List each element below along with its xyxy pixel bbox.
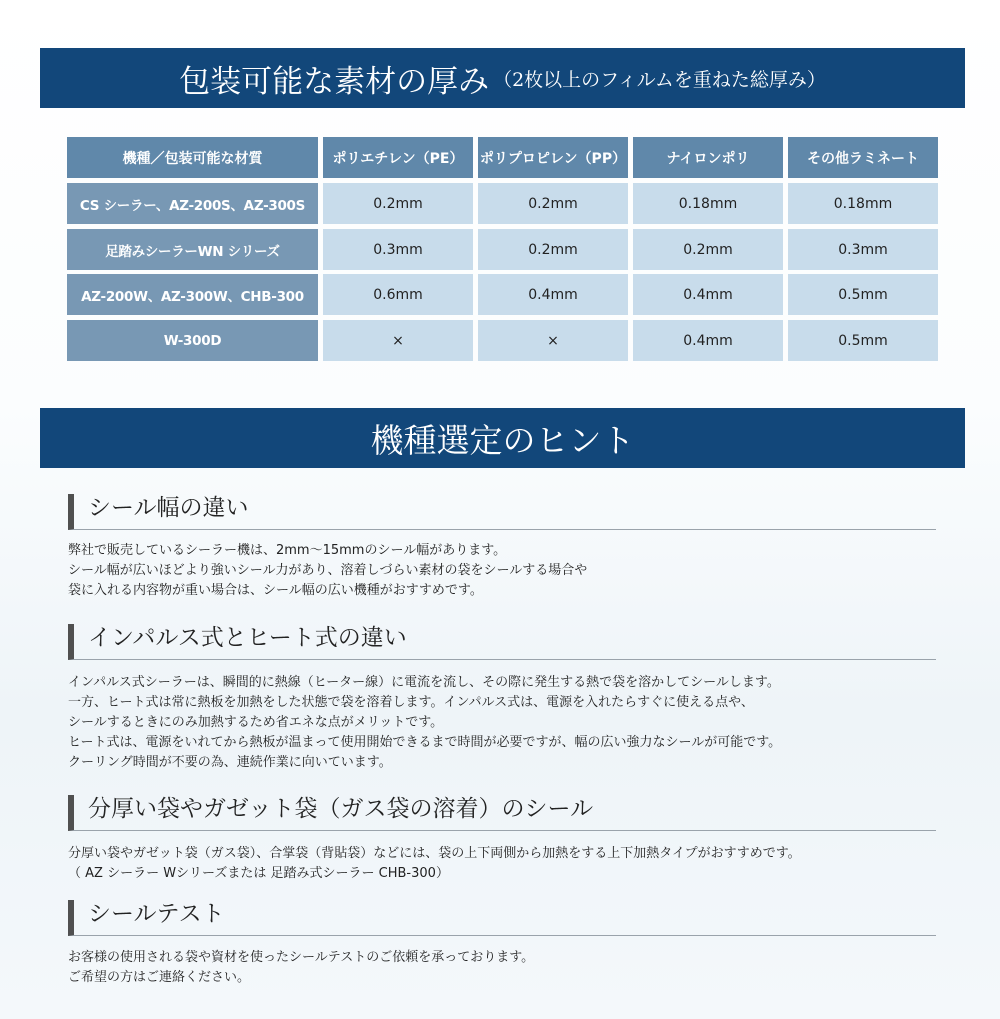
table-row-model: W-300D (67, 320, 318, 361)
section-line: 袋に入れる内容物が重い場合は、シール幅の広い機種がおすすめです。 (68, 583, 483, 598)
table-cell: 0.5mm (788, 274, 938, 315)
table-cell: 0.3mm (788, 229, 938, 270)
section-line: ヒート式は、電源をいれてから熱板が温まって使用開始できるまで時間が必要ですが、幅の広い強力なシールが可能です。 (68, 735, 782, 750)
hints-title: 機種選定のヒント (370, 420, 635, 460)
thickness-banner (40, 48, 965, 108)
table-header-pe: ポリエチレン（PE） (323, 137, 473, 178)
section-title-thick-bags: 分厚い袋やガゼット袋（ガス袋の溶着）のシール (68, 795, 936, 831)
section-line: シールするときにのみ加熱するため省エネな点がメリットです。 (68, 715, 444, 730)
section-title-impulse-heat: インパルス式とヒート式の違い (68, 624, 936, 660)
thickness-subtitle: （2枚以上のフィルムを重ねた総厚み） (493, 68, 826, 91)
section-line: お客様の使用される袋や資材を使ったシールテストのご依頼を承っております。 (68, 950, 535, 965)
table-header-model: 機種／包装可能な材質 (67, 137, 318, 178)
table-row-model: 足踏みシーラーWN シリーズ (67, 229, 318, 270)
table-cell: 0.6mm (323, 274, 473, 315)
section-line: （ AZ シーラー Wシリーズまたは 足踏み式シーラー CHB-300） (68, 866, 449, 881)
table-cell: 0.4mm (633, 320, 783, 361)
section-line: 弊社で販売しているシーラー機は、2mm〜15mmのシール幅があります。 (68, 543, 507, 558)
table-row-model: CS シーラー、AZ-200S、AZ-300S (67, 183, 318, 224)
section-title-seal-test: シールテスト (68, 900, 936, 936)
thickness-title: 包装可能な素材の厚み (179, 63, 490, 100)
section-line: クーリング時間が不要の為、連続作業に向いています。 (68, 755, 392, 770)
table-cell: × (323, 320, 473, 361)
section-text-seal-test (68, 948, 948, 988)
section-text-impulse-heat (68, 673, 948, 773)
table-cell: 0.4mm (478, 274, 628, 315)
table-cell: 0.2mm (323, 183, 473, 224)
table-header-nylon: ナイロンポリ (633, 137, 783, 178)
table-cell: × (478, 320, 628, 361)
table-cell: 0.18mm (633, 183, 783, 224)
section-line: シール幅が広いほどより強いシール力があり、溶着しづらい素材の袋をシールする場合や (68, 563, 588, 578)
section-title-seal-width: シール幅の違い (68, 494, 936, 530)
section-text-thick-bags (68, 844, 948, 884)
table-cell: 0.2mm (478, 183, 628, 224)
table-cell: 0.3mm (323, 229, 473, 270)
table-cell: 0.2mm (478, 229, 628, 270)
section-line: インパルス式シーラーは、瞬間的に熱線（ヒーター線）に電流を流し、その際に発生する熱で袋を溶かしてシールします。 (68, 675, 780, 690)
table-header-pp: ポリプロピレン（PP） (478, 137, 628, 178)
table-cell: 0.2mm (633, 229, 783, 270)
section-line: ご希望の方はご連絡ください。 (68, 970, 251, 985)
section-text-seal-width (68, 541, 948, 601)
table-cell: 0.4mm (633, 274, 783, 315)
table-row-model: AZ-200W、AZ-300W、CHB-300 (67, 274, 318, 315)
table-cell: 0.18mm (788, 183, 938, 224)
section-line: 分厚い袋やガゼット袋（ガス袋）、合掌袋（背貼袋）などには、袋の上下両側から加熱をする上下加熱タイプがおすすめです。 (68, 846, 801, 861)
table-header-laminate: その他ラミネート (788, 137, 938, 178)
table-cell: 0.5mm (788, 320, 938, 361)
section-line: 一方、ヒート式は常に熱板を加熱をした状態で袋を溶着します。インパルス式は、電源を入れたらすぐに使える点や、 (68, 695, 754, 710)
hints-banner (40, 408, 965, 468)
